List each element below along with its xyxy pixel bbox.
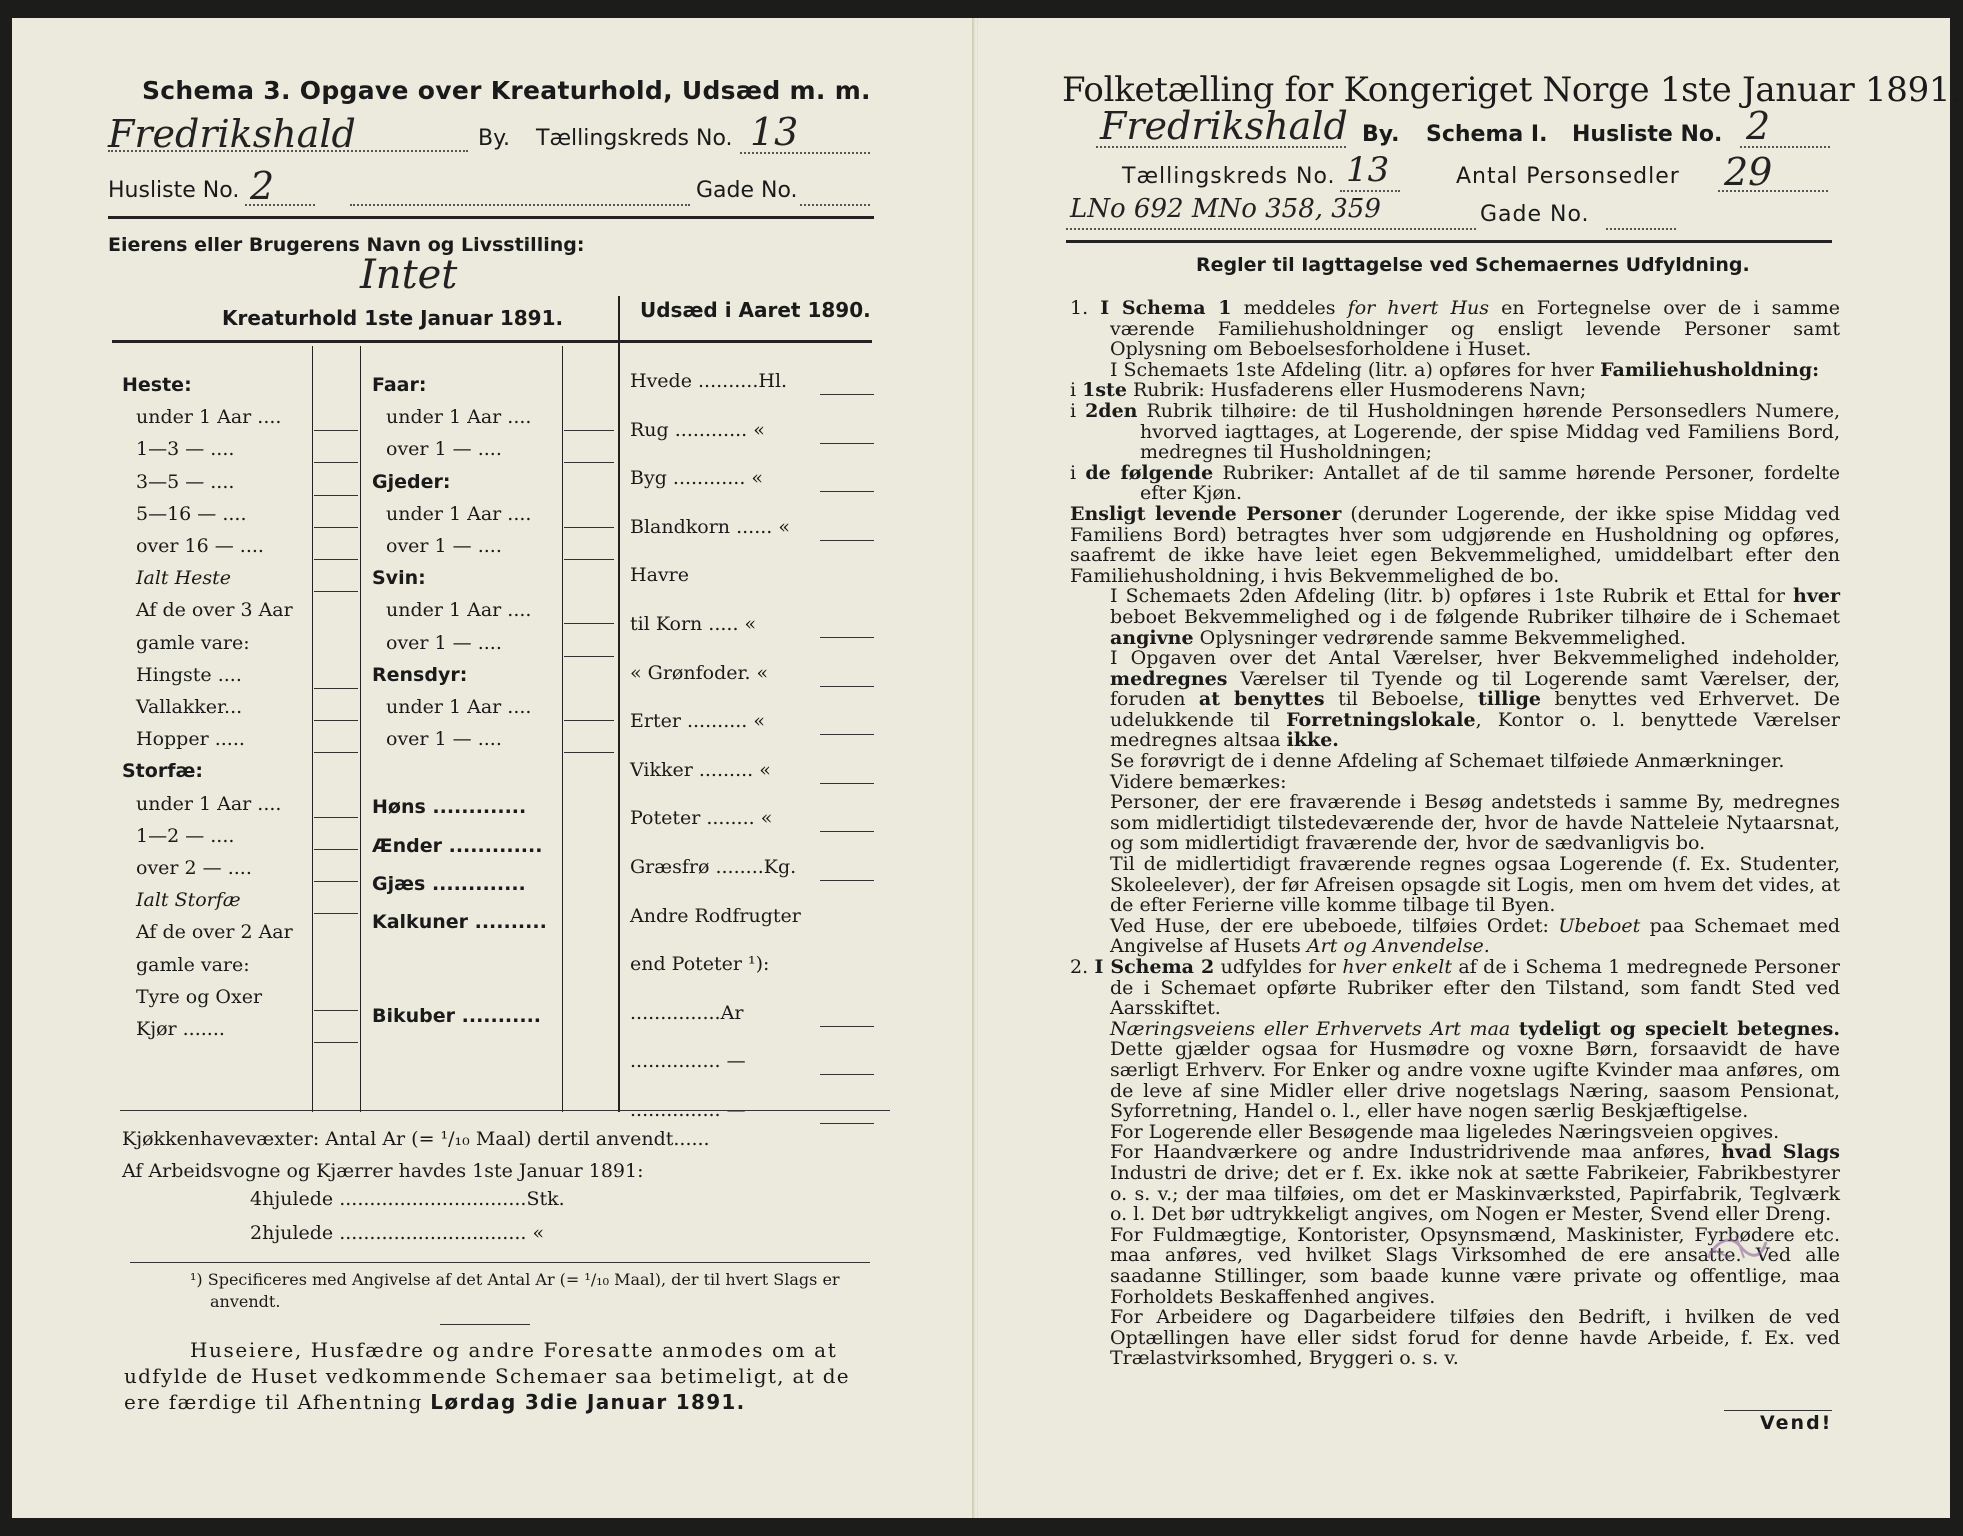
col2-label: over 1 — .... xyxy=(386,535,502,557)
kjokkenhave-line: Kjøkkenhavevæxter: Antal Ar (= ¹/₁₀ Maal) dertil anvendt...... xyxy=(122,1128,710,1150)
gade-label-right: Gade No. xyxy=(1480,202,1590,227)
entry-blank xyxy=(820,734,874,735)
entry-blank xyxy=(314,527,358,528)
col2-label: Gjeder: xyxy=(372,470,451,493)
col2-label: over 1 — .... xyxy=(386,728,502,751)
rule-paragraph: For Logerende eller Besøgende maa ligeledes Næringsveien opgives. xyxy=(1110,1120,1780,1143)
kreds-handwritten-right: 13 xyxy=(1346,150,1390,190)
entry-blank xyxy=(314,688,358,689)
entry-blank xyxy=(564,623,614,624)
kreds-label: Tællingskreds No. xyxy=(536,126,733,151)
col3-label: ............... — xyxy=(630,1050,746,1073)
col2-label: over 1 — .... xyxy=(386,631,502,654)
rule-paragraph: Se forøvrigt de i denne Afdeling af Schemaet tilføiede Anmærkninger. xyxy=(1110,750,1785,773)
entry-blank xyxy=(564,559,614,560)
notice-date: Lørdag 3die Januar 1891. xyxy=(430,1390,746,1414)
by-label-right: By. xyxy=(1362,122,1400,147)
rule-paragraph: i de følgende Rubriker: Antallet af de til samme hørende Personer, fordelte efter Kjøn. xyxy=(1070,461,1840,505)
footnote-line-1: ¹) Specificeres med Angivelse af det Antal Ar (= ¹/₁₀ Maal), der til hvert Slags er xyxy=(190,1270,840,1289)
entry-blank xyxy=(820,1123,874,1124)
husliste-label-right: Husliste No. xyxy=(1572,122,1723,147)
census-title: Folketælling for Kongeriget Norge 1ste Januar 1891. xyxy=(1062,70,1961,110)
rule-paragraph: Næringsveiens eller Erhvervets Art maa tydeligt og specielt betegnes. Dette gjælder ogsaa for Husmødre og voxne Børn, forsaavidt de have særligt Erhverv. For Enker og andre voxne ugifte Kvinder maa anføres, om de leve af sine Midler eller drive nogetslags Næring, saasom Pensionat, Syforretning, Handel o. l., eller have nogen særlig Beskjæftigelse. xyxy=(1110,1017,1840,1123)
entry-blank xyxy=(820,540,874,541)
col3-label: Byg ............ « xyxy=(630,467,764,490)
entry-blank xyxy=(564,430,614,431)
col1-label: Hingste .... xyxy=(136,663,242,686)
entry-blank xyxy=(820,394,874,395)
col2-label: Kalkuner .......... xyxy=(372,911,547,933)
owner-handwritten: Intet xyxy=(360,252,458,298)
entry-blank xyxy=(564,656,614,657)
gade-line xyxy=(800,204,870,206)
entry-blank xyxy=(820,1026,874,1027)
rule-paragraph: 1. I Schema 1 meddeles for hvert Hus en Fortegnelse over de i samme værende Familiehusholdninger og ensligt levende Personer samt Oplysning om Beboelsesforholdene i Huset. xyxy=(1070,297,1840,361)
blank-line xyxy=(350,204,690,206)
udsaed-header: Udsæd i Aaret 1890. xyxy=(640,298,871,322)
entry-blank xyxy=(314,913,358,914)
kreds-label-right: Tællingskreds No. xyxy=(1122,164,1336,189)
col1-label: 3—5 — .... xyxy=(136,470,235,493)
entry-blank xyxy=(820,880,874,881)
entry-blank xyxy=(314,1010,358,1011)
col1-label: 1—3 — .... xyxy=(136,438,235,461)
col3-label: « Grønfoder. « xyxy=(630,661,769,684)
gade-label: Gade No. xyxy=(696,178,798,203)
entry-blank xyxy=(314,591,358,592)
col1-label: Ialt Storfæ xyxy=(136,889,241,912)
col1-label: Storfæ: xyxy=(122,760,203,783)
col3-label: ............... — xyxy=(630,1099,746,1121)
rule-paragraph: For Fuldmægtige, Kontorister, Opsynsmænd, Maskinister, Fyrbødere etc. maa anføres, ved hvilket Slags Virksomhed de ere ansatte. Ved alle saadanne Stillinger, som baade kunne være private og offentlige, maa Forholdets Beskaffenhed angives. xyxy=(1110,1223,1840,1308)
entry-blank xyxy=(820,1074,874,1075)
entry-blank xyxy=(820,783,874,784)
entry-blank xyxy=(564,462,614,463)
gade-line-right xyxy=(1606,228,1676,230)
rule-paragraph: Ensligt levende Personer (derunder Logerende, der ikke spise Middag ved Familiens Bord) betragtes hver som udgjørende en Husholdning og opføres, saafremt de ikke have leiet egen Bekvemmelighed, umiddelbart efter den Familiehusholdning, i hvis Bekvemmelighed de bo. xyxy=(1070,502,1840,587)
col3-label: Hvede ..........Hl. xyxy=(630,370,788,392)
ink-stamp-mark xyxy=(1700,1228,1770,1268)
rule-paragraph: i 1ste Rubrik: Husfaderens eller Husmoderens Navn; xyxy=(1070,379,1587,402)
col1-label: gamle vare: xyxy=(136,953,250,976)
husliste-handwritten-right: 2 xyxy=(1746,104,1771,148)
city-handwritten-right: Fredrikshald xyxy=(1100,104,1348,148)
rules-heading: Regler til Iagttagelse ved Schemaernes Udfyldning. xyxy=(1196,254,1750,276)
right-top-rule xyxy=(1066,240,1832,243)
husliste-handwritten: 2 xyxy=(250,164,275,208)
kreatur-header: Kreaturhold 1ste Januar 1891. xyxy=(222,306,564,330)
col1-label: gamle vare: xyxy=(136,631,250,654)
col1-label: Af de over 3 Aar xyxy=(136,599,293,622)
col3-label: Havre xyxy=(630,564,689,587)
footnote-line-2: anvendt. xyxy=(210,1292,281,1311)
col2-label: over 1 — .... xyxy=(386,438,502,461)
col1-label: Hopper ..... xyxy=(136,728,245,751)
kreds-line xyxy=(740,152,870,154)
entry-blank xyxy=(820,637,874,638)
rule-paragraph: I Opgaven over det Antal Værelser, hver Bekvemmelighed indeholder, medregnes Værelser til Tyende og til Logerende samt Værelser, der, foruden at benyttes til Beboelse, tillige benyttes ved Erhvervet. De udelukkende til Forretningslokale, Kontor o. l. benyttede Værelser medregnes altsaa ikke. xyxy=(1110,647,1840,752)
col2-label: Gjæs ............. xyxy=(372,872,526,895)
entry-blank xyxy=(314,752,358,753)
notice-line-2: udfylde de Huset vedkommende Schemaer saa betimeligt, at de xyxy=(124,1364,850,1388)
rule-paragraph: I Schemaets 2den Afdeling (litr. b) opføres i 1ste Rubrik et Ettal for hver beboet Bekvemmelighed og i de følgende Rubriker tilhøire de i Schemaet angivne Oplysninger vedrørende samme Bekvemmelighed. xyxy=(1110,585,1840,649)
col3-label: end Poteter ¹): xyxy=(630,953,770,976)
top-rule xyxy=(108,216,874,219)
footnote-rule xyxy=(130,1262,870,1263)
col2-label: Ænder ............. xyxy=(372,834,543,857)
col2-label: Rensdyr: xyxy=(372,663,468,686)
rule-paragraph: 2. I Schema 2 udfyldes for hver enkelt af de i Schema 1 medregnede Personer de i Schemaet opførte Rubriker efter den Tilstand, som fandt Sted ved Aarsskiftet. xyxy=(1070,956,1840,1020)
rule-paragraph: Personer, der ere fraværende i Besøg andetsteds i samme By, medregnes som midlertidigt tilstedeværende der, hvor de havde Natteleie Nytaarsnat, og som midlertidigt fraværende der, hvor de sædvanligvis bo. xyxy=(1110,791,1840,855)
entry-blank xyxy=(314,1042,358,1043)
col2-label: under 1 Aar .... xyxy=(386,406,532,429)
entry-blank xyxy=(314,462,358,463)
col1-label: Tyre og Oxer xyxy=(136,985,263,1008)
lno-line xyxy=(1066,228,1476,230)
owner-label: Eierens eller Brugerens Navn og Livsstilling: xyxy=(108,234,585,256)
city-line-right xyxy=(1096,146,1346,148)
col1-label: Heste: xyxy=(122,374,192,396)
entry-blank xyxy=(314,495,358,496)
rules-text xyxy=(1070,298,1840,1369)
col1-label: 1—2 — .... xyxy=(136,824,235,847)
husliste-label: Husliste No. xyxy=(108,178,240,203)
hjul4-line: 4hjulede ...............................Stk. xyxy=(250,1188,565,1210)
notice-line-3: ere færdige til Afhentning Lørdag 3die Januar 1891. xyxy=(124,1390,746,1414)
entry-blank xyxy=(314,849,358,850)
entry-blank xyxy=(820,831,874,832)
rule-paragraph: For Haandværkere og andre Industridrivende maa anføres, hvad Slags Industri de drive; det er f. Ex. ikke nok at sætte Fabrikeier, Fabrikbestyrer o. s. v.; der maa tilføies, om det er Maskinværksted, Papirfabrik, Teglværk o. l. Det bør udtrykkeligt angives, om Nogen er Mester, Svend eller Dreng. xyxy=(1110,1141,1841,1226)
husliste-line-right xyxy=(1740,146,1830,148)
entry-blank xyxy=(564,720,614,721)
entry-blank xyxy=(564,752,614,753)
col3-label: ...............Ar xyxy=(630,1001,744,1024)
notice-line-1: Huseiere, Husfædre og andre Foresatte anmodes om at xyxy=(190,1338,838,1362)
rule-paragraph: i 2den Rubrik tilhøire: de til Husholdningen hørende Personsedlers Numere, hvorved iagttages, at Logerende, der spise Middag ved Familiens Bord, medregnes til Husholdningen; xyxy=(1070,399,1840,464)
col3-label: til Korn ..... « xyxy=(630,613,757,635)
rule-paragraph: I Schemaets 1ste Afdeling (litr. a) opføres for hver Familiehusholdning: xyxy=(1110,358,1820,381)
col2-label: under 1 Aar .... xyxy=(386,696,532,718)
col3-label: Vikker ......... « xyxy=(630,758,771,781)
by-label: By. xyxy=(478,126,510,151)
col1-label: Vallakker... xyxy=(136,696,243,718)
col3-label: Græsfrø ........Kg. xyxy=(630,856,797,878)
arbeidsvogne-line: Af Arbeidsvogne og Kjærrer havdes 1ste Januar 1891: xyxy=(122,1160,644,1182)
kreds-line-right xyxy=(1340,190,1400,192)
kreds-handwritten: 13 xyxy=(750,110,799,154)
entry-blank xyxy=(314,559,358,560)
entry-blank xyxy=(314,430,358,431)
col2-label: Svin: xyxy=(372,567,426,590)
lno-handwritten: LNo 692 MNo 358, 359 xyxy=(1070,194,1381,224)
entry-blank xyxy=(820,686,874,687)
entry-blank xyxy=(820,443,874,444)
col2-label: Faar: xyxy=(372,374,427,396)
entry-blank xyxy=(314,881,358,882)
col3-label: Poteter ........ « xyxy=(630,807,773,830)
antal-label: Antal Personsedler xyxy=(1456,164,1680,189)
hjul2-line: 2hjulede ............................... « xyxy=(250,1222,545,1244)
entry-blank xyxy=(564,527,614,528)
col2-label: Høns ............. xyxy=(372,796,527,819)
entry-blank xyxy=(820,491,874,492)
col1-label: over 2 — .... xyxy=(136,857,252,879)
col3-label: Rug ............ « xyxy=(630,418,765,441)
col1-label: Af de over 2 Aar xyxy=(136,921,293,944)
schema1-label: Schema I. xyxy=(1426,122,1548,147)
col1-label: 5—16 — .... xyxy=(136,502,247,525)
rule-paragraph: Til de midlertidigt fraværende regnes ogsaa Logerende (f. Ex. Studenter, Skoleelever), der før Afreisen opsagde sit Logis, men om hvem det vides, at de efter Ferierne ville komme tilbage til Byen. xyxy=(1110,853,1840,917)
entry-blank xyxy=(314,720,358,721)
col2-label: under 1 Aar .... xyxy=(386,502,532,525)
city-line xyxy=(108,150,468,152)
col1-label: Kjør ....... xyxy=(136,1018,225,1040)
col-divider-1 xyxy=(360,346,361,1112)
udsaed-divider xyxy=(618,296,620,1112)
vend-label: Vend! xyxy=(1760,1412,1833,1434)
col3-label: Erter .......... « xyxy=(630,710,766,733)
col2-label: Bikuber ........... xyxy=(372,1005,542,1028)
rule-paragraph: Ved Huse, der ere ubeboede, tilføies Ordet: Ubeboet paa Schemaet med Angivelse af Husets Art og Anvendelse. xyxy=(1110,914,1840,958)
col1-label: over 16 — .... xyxy=(136,535,264,557)
city-handwritten: Fredrikshald xyxy=(108,112,356,156)
col1-label: Ialt Heste xyxy=(136,567,232,590)
col1-value-left xyxy=(312,346,313,1112)
col2-label: under 1 Aar .... xyxy=(386,599,532,622)
entry-blank xyxy=(314,817,358,818)
short-rule xyxy=(440,1324,530,1325)
col2-value-left xyxy=(562,346,563,1112)
col1-label: under 1 Aar .... xyxy=(136,792,282,815)
vend-rule xyxy=(1724,1410,1832,1411)
rule-paragraph: For Arbeidere og Dagarbeidere tilføies den Bedrift, i hvilken de ved Optællingen have eller sidst forud for denne havde Arbeide, f. Ex. ved Trælastvirksomhed, Bryggeri o. s. v. xyxy=(1110,1306,1840,1370)
col3-label: Blandkorn ...... « xyxy=(630,515,790,538)
table-header-rule xyxy=(112,340,872,343)
antal-handwritten: 29 xyxy=(1724,150,1773,194)
rule-paragraph: Videre bemærkes: xyxy=(1110,770,1287,793)
col1-label: under 1 Aar .... xyxy=(136,406,282,429)
col3-label: Andre Rodfrugter xyxy=(630,904,801,927)
husliste-line xyxy=(245,204,315,206)
schema3-title: Schema 3. Opgave over Kreaturhold, Udsæd m. m. xyxy=(142,76,871,105)
antal-line xyxy=(1718,190,1828,192)
table-bottom-rule xyxy=(120,1110,890,1111)
